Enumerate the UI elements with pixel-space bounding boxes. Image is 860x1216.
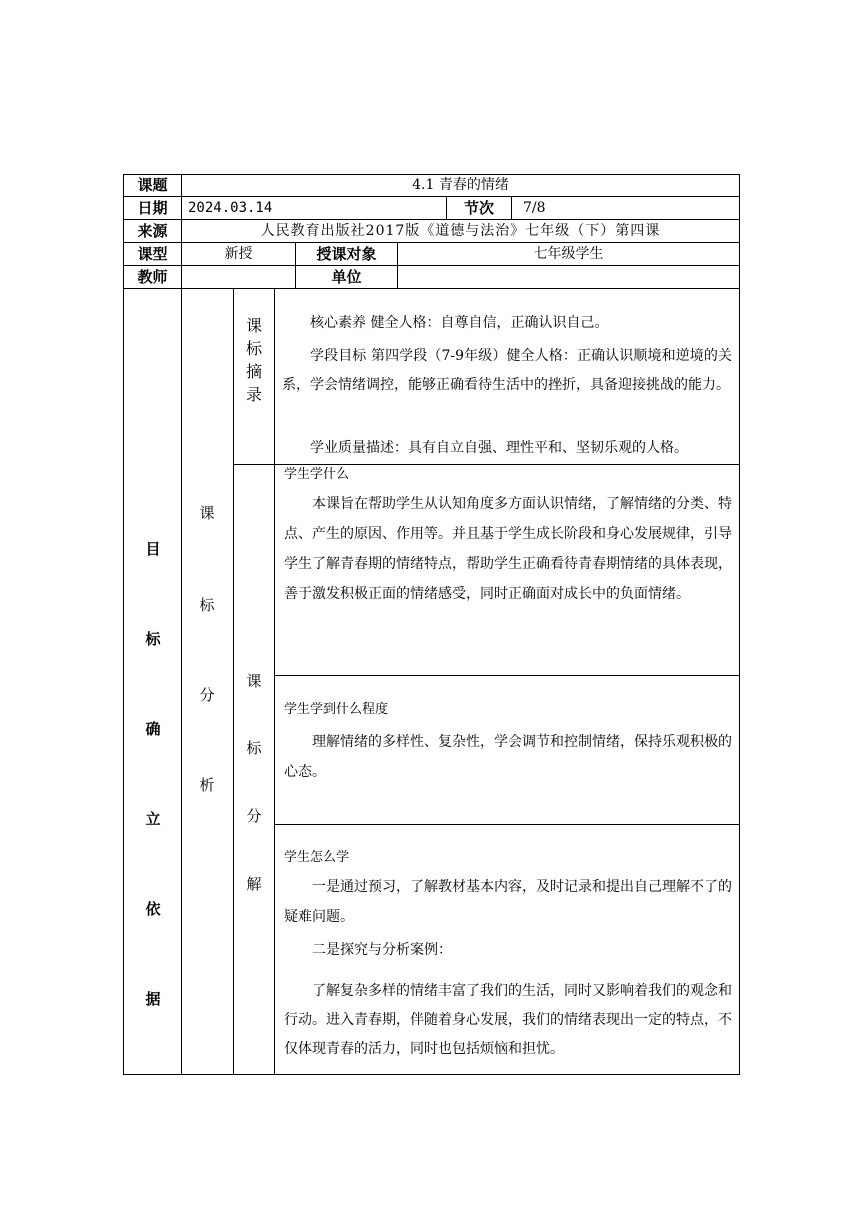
what-heading: 学生学什么 — [284, 467, 350, 482]
type-label: 课型 — [137, 245, 168, 263]
degree-body: 理解情绪的多样性、复杂性，学会调节和控制情绪，保持乐观积极的心态。 — [284, 734, 732, 780]
audience-value: 七年级学生 — [533, 246, 604, 262]
goal-label-char: 依 — [145, 900, 161, 918]
excerpt-char: 录 — [245, 385, 262, 404]
excerpt-char: 课 — [245, 316, 262, 335]
goal-label-char: 据 — [145, 990, 161, 1008]
excerpt-paragraph: 核心素养 健全人格：自尊自信，正确认识自己。 — [310, 315, 609, 331]
source-label: 来源 — [137, 222, 168, 240]
unit-value — [398, 266, 739, 288]
date-label: 日期 — [137, 199, 168, 217]
goal-label-char: 确 — [145, 720, 161, 738]
goal-label-char: 标 — [145, 630, 161, 648]
topic-label: 课题 — [137, 176, 168, 194]
teacher-label: 教师 — [137, 268, 168, 286]
teacher-value — [182, 266, 295, 288]
excerpt-paragraph: 学段目标 第四学段（7-9年级）健全人格：正确认识顺境和逆境的关系，学会情绪调控，能够正确看待生活中的挫折，具备迎接挑战的能力。 — [282, 348, 732, 393]
date-value: 2024.03.14 — [188, 200, 273, 216]
audience-label: 授课对象 — [316, 245, 377, 263]
type-value: 新授 — [224, 246, 253, 262]
excerpt-char: 摘 — [245, 362, 262, 381]
analysis-char: 析 — [199, 776, 215, 794]
session-label: 节次 — [463, 199, 494, 217]
excerpt-char: 标 — [245, 339, 262, 358]
source-value: 人民教育出版社2017版《道德与法治》七年级（下）第四课 — [260, 223, 661, 239]
goal-label-char: 立 — [145, 810, 161, 828]
how-heading: 学生怎么学 — [284, 850, 350, 865]
how-paragraph: 一是通过预习，了解教材基本内容，及时记录和提出自己理解不了的疑难问题。 — [284, 879, 732, 925]
analysis-char: 课 — [199, 504, 215, 522]
excerpt-paragraph: 学业质量描述：具有自立自强、理性平和、坚韧乐观的人格。 — [310, 440, 688, 456]
analysis-char: 分 — [199, 686, 215, 704]
decomposition-char: 标 — [246, 739, 262, 757]
topic-value: 4.1 青春的情绪 — [412, 177, 509, 193]
how-paragraph: 二是探究与分析案例： — [312, 942, 452, 958]
how-paragraph: 了解复杂多样的情绪丰富了我们的生活，同时又影响着我们的观念和行动。进入青春期，伴随着身心发展，我们的情绪表现出一定的特点，不仅体现青春的活力，同时也包括烦恼和担忧。 — [284, 983, 732, 1057]
unit-label: 单位 — [331, 268, 362, 286]
decomposition-char: 解 — [246, 875, 262, 893]
what-body: 本课旨在帮助学生从认知角度多方面认识情绪，了解情绪的分类、特点、产生的原因、作用等。并且基于学生成长阶段和身心发展规律，引导学生了解青春期的情绪特点，帮助学生正确看待青春期情绪的具体表现，善于激发积极正面的情绪感受，同时正确面对成长中的负面情绪。 — [284, 496, 732, 602]
analysis-char: 标 — [199, 596, 215, 614]
decomposition-char: 课 — [246, 672, 262, 690]
session-value: 7/8 — [523, 200, 546, 216]
degree-heading: 学生学到什么程度 — [284, 702, 389, 717]
decomposition-char: 分 — [246, 807, 262, 825]
goal-label-char: 目 — [145, 540, 161, 558]
